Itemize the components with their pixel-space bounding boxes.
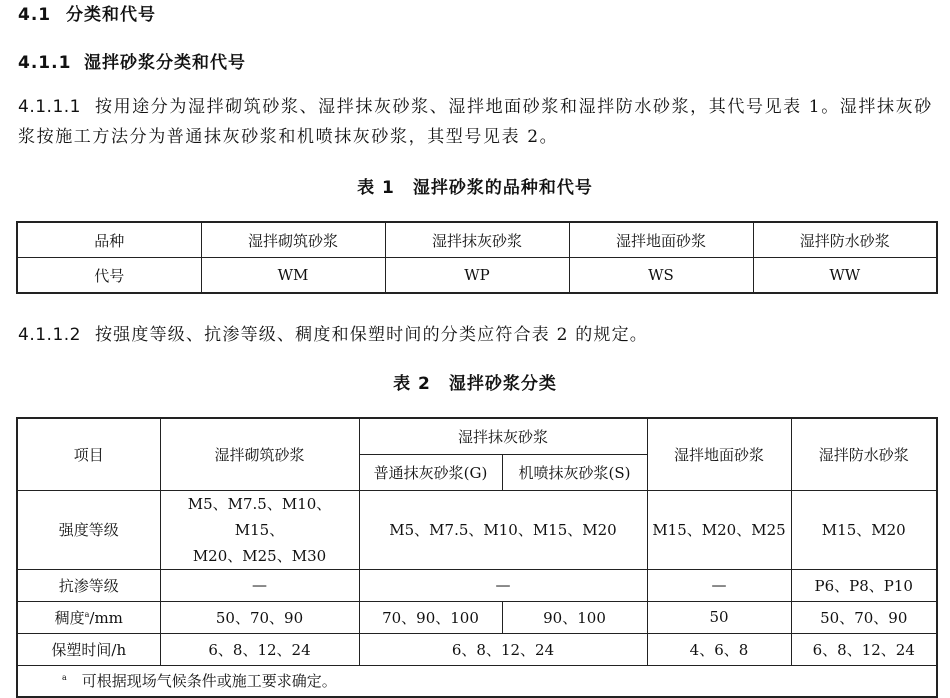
table-cell: 6、8、12、24	[160, 633, 359, 665]
section-number: 4.1	[18, 5, 52, 25]
table-cell: 湿拌砌筑砂浆	[201, 222, 385, 258]
paragraph-text: 按用途分为湿拌砌筑砂浆、湿拌抹灰砂浆、湿拌地面砂浆和湿拌防水砂浆，其代号见表 1。湿拌抹灰砂浆按施工方法分为普通抹灰砂浆和机喷抹灰砂浆，其型号见表 2。	[18, 97, 933, 147]
table-footnote	[17, 665, 937, 697]
table-cell: WM	[201, 258, 385, 294]
header-plaster: 湿拌抹灰砂浆	[359, 418, 647, 454]
table-cell: 50、70、90	[791, 601, 937, 633]
strength-masonry-line2: M20、M25、M30	[192, 546, 327, 565]
subsection-number: 4.1.1	[18, 53, 72, 73]
header-floor: 湿拌地面砂浆	[647, 418, 791, 490]
header-masonry: 湿拌砌筑砂浆	[160, 418, 359, 490]
table-cell: M15、M20	[791, 490, 937, 569]
table-row	[17, 665, 937, 697]
table1-caption: 表 1 湿拌砂浆的品种和代号	[357, 178, 593, 198]
table-row	[17, 633, 937, 665]
row-label-consistency	[17, 601, 160, 633]
table-cell: 4、6、8	[647, 633, 791, 665]
footnote-marker: a	[84, 609, 90, 619]
table-cell: —	[647, 569, 791, 601]
table-row	[17, 490, 937, 569]
table2	[16, 417, 938, 698]
table-row	[17, 258, 937, 294]
table-cell: WW	[753, 258, 937, 294]
footnote-marker: a	[62, 673, 67, 683]
table-cell	[160, 490, 359, 569]
table-row	[17, 601, 937, 633]
row-label-impermeability: 抗渗等级	[17, 569, 160, 601]
header-water: 湿拌防水砂浆	[791, 418, 937, 490]
row-label-retention: 保塑时间/h	[17, 633, 160, 665]
table-cell: 70、90、100	[359, 601, 502, 633]
header-plaster-s: 机喷抹灰砂浆(S)	[502, 454, 647, 490]
table-cell: WP	[385, 258, 569, 294]
table-cell: 代号	[17, 258, 201, 294]
section-heading	[18, 0, 156, 25]
table-cell: 6、8、12、24	[359, 633, 647, 665]
footnote-text: 可根据现场气候条件或施工要求确定。	[81, 672, 337, 691]
consistency-label: 稠度	[54, 608, 85, 627]
table-cell: 90、100	[502, 601, 647, 633]
paragraph-4-1-1-2	[18, 320, 648, 345]
row-label-strength: 强度等级	[17, 490, 160, 569]
subsection-heading	[18, 48, 246, 73]
table-row	[17, 569, 937, 601]
paragraph-number: 4.1.1.2	[18, 325, 81, 345]
paragraph-text: 按强度等级、抗渗等级、稠度和保塑时间的分类应符合表 2 的规定。	[94, 325, 649, 345]
table-row	[17, 418, 937, 454]
table-cell: 湿拌抹灰砂浆	[385, 222, 569, 258]
table1	[16, 221, 938, 294]
table-cell: 品种	[17, 222, 201, 258]
header-plaster-g: 普通抹灰砂浆(G)	[359, 454, 502, 490]
table-cell: —	[160, 569, 359, 601]
table-cell: M15、M20、M25	[647, 490, 791, 569]
table-row	[17, 222, 937, 258]
strength-masonry-line1: M5、M7.5、M10、M15、	[187, 494, 332, 539]
table-cell: WS	[569, 258, 753, 294]
table-cell: 50、70、90	[160, 601, 359, 633]
table-cell: P6、P8、P10	[791, 569, 937, 601]
consistency-unit: /mm	[89, 608, 123, 627]
header-item: 项目	[17, 418, 160, 490]
table-cell: —	[359, 569, 647, 601]
table-cell: 50	[647, 601, 791, 633]
paragraph-number: 4.1.1.1	[18, 97, 81, 117]
section-title: 分类和代号	[66, 5, 156, 25]
table2-caption: 表 2 湿拌砂浆分类	[393, 374, 557, 394]
paragraph-4-1-1-1	[18, 92, 938, 152]
table-cell: 湿拌防水砂浆	[753, 222, 937, 258]
table-cell: 湿拌地面砂浆	[569, 222, 753, 258]
table-cell: 6、8、12、24	[791, 633, 937, 665]
subsection-title: 湿拌砂浆分类和代号	[84, 53, 246, 73]
table-cell: M5、M7.5、M10、M15、M20	[359, 490, 647, 569]
